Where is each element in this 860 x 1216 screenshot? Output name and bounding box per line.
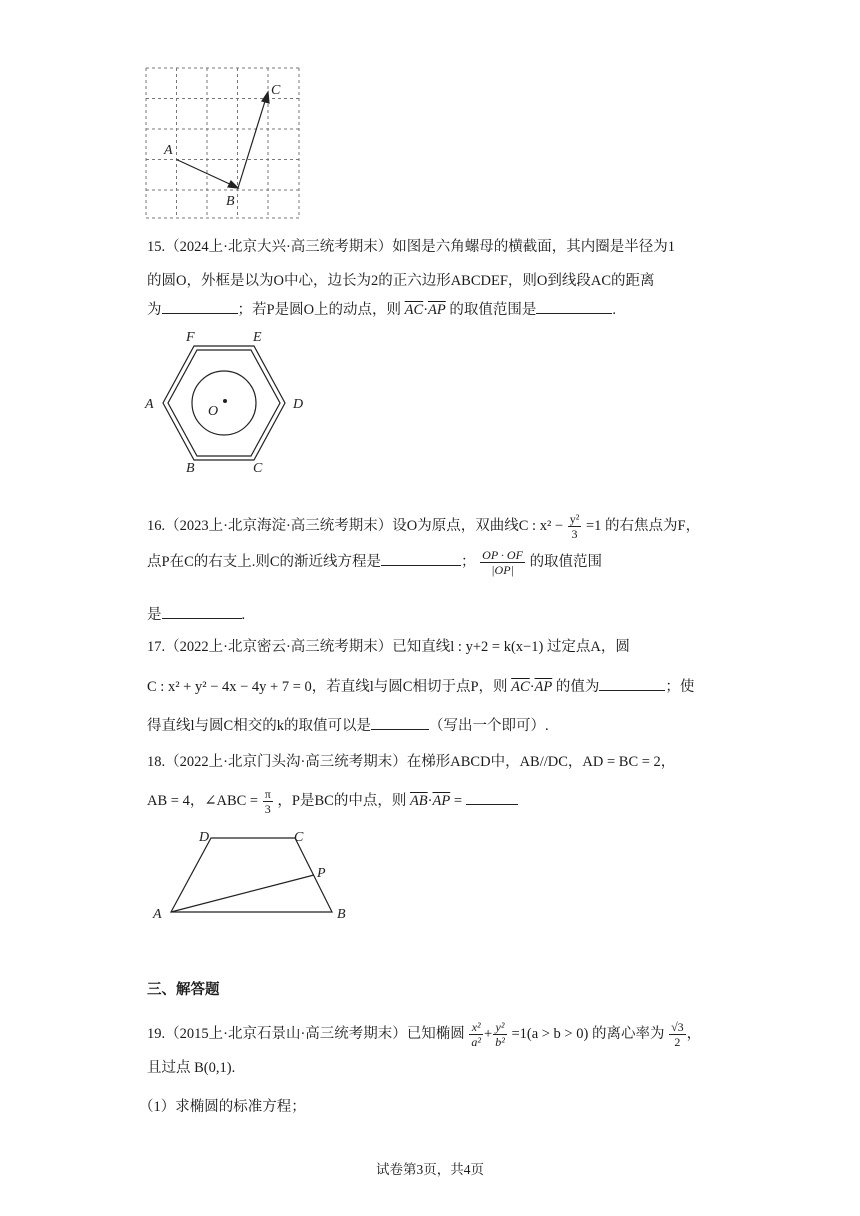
answer-blank [536,299,612,314]
q16-text: 是 [147,607,162,623]
page-footer: 试卷第3页，共4页 [376,1162,484,1177]
dot-operator: · [423,302,429,318]
point-c-label: C [294,830,304,845]
point-c-label: C [271,83,281,98]
point-o-label: O [208,404,219,419]
point-c-label: C [253,461,263,476]
frac-num: x² [469,1020,483,1035]
vector-ap: $\overline{AP}$ [428,302,446,318]
q16-text: =1 的右焦点为F， [585,517,701,534]
q17-line-2: C : x² + y² − 4x − 4y + 7 = 0，若直线l与圆C相切于点P，则 $\overline{AC}\cdot\overline{AP}$ 的值为 ；使 [147,676,694,697]
q19-line-1 [147,1020,701,1049]
plus-sign: + [484,1025,493,1042]
vector-ab: $\overline{AB}$ [409,792,428,809]
q15-line-2: 的圆O，外框是以为O中心，边长为2的正六边形ABCDEF，则O到线段AC的距离 [147,273,655,289]
fraction [669,1020,686,1049]
point-b-label: B [337,907,346,922]
ratio-fraction [480,548,525,577]
q18-text: ，P是BC的中点，则 [277,792,407,809]
q17-text: 的值为 [555,679,600,695]
q18-line-2: AB = 4，∠ABC = $\frac{\pi}{3}$ ，P是BC的中点，则 $\overline{AB}\cdot\overline{AP}$ = [147,787,518,816]
frac-den: 3 [264,802,271,816]
vector-ac: $\overline{AC}$ [404,302,424,318]
fraction [263,787,273,816]
q19-line-2: 且过点 B(0,1). [147,1060,236,1076]
q15-line-3 [147,299,616,320]
frac-num: y² [493,1020,507,1035]
point-d-label: D [199,830,210,845]
answer-blank [381,551,461,566]
q18-line-1: 18.（2022上·北京门头沟·高三统考期末）在梯形ABCD中，AB//DC，AD = BC = 2， [147,754,676,770]
frac-num: OP · OF [482,548,523,562]
point-a-label: A [145,397,154,412]
frac-den: 2 [674,1035,681,1049]
frac-den: a² [471,1035,482,1049]
vector-ap: $\overline{AP}$ [432,792,451,809]
point-f-label: F [186,330,195,345]
answer-blank [162,604,242,619]
q16-text: 16.（2023上·北京海淀·高三统考期末）设O为原点，双曲线C : x² − [147,517,564,534]
q16-text: 的取值范围 [529,553,603,570]
point-p-label: P [317,866,326,881]
q15-line-1: 15.（2024上·北京大兴·高三统考期末）如图是六角螺母的横截面，其内圈是半径为1 [147,239,676,255]
frac-num: √3 [671,1020,684,1034]
point-b-label: B [226,194,235,209]
vector-ap: $\overline{AP}$ [534,679,553,695]
q17-line-3 [147,715,549,736]
q18-text: = [453,792,463,809]
frac-num: π [264,787,271,801]
fraction [469,1020,483,1049]
point-d-label: D [293,397,304,412]
answer-blank [162,299,238,314]
q19-sub-1: （1）求椭圆的标准方程； [139,1099,306,1115]
q16-line-1 [147,512,700,541]
vector-grid-figure [140,60,310,225]
vector-ac: $\overline{AC}$ [511,679,530,695]
q15-text: 为 [147,302,162,318]
section-heading: 三、解答题 [147,982,220,998]
q17-text: ；使 [665,679,695,695]
q19-text: 19.（2015上·北京石景山·高三统考期末）已知椭圆 [147,1025,465,1042]
answer-blank [466,790,518,805]
q17-text: 得直线l与圆C相交的k的取值可以是 [147,718,371,734]
q16-text: 点P在C的右支上.则C的渐近线方程是 [147,553,382,570]
fraction [568,512,582,541]
period: . [612,302,617,318]
point-a-label: A [164,143,173,158]
answer-blank [371,715,429,730]
period: . [241,607,246,623]
answer-blank [599,676,665,691]
point-a-label: A [153,907,162,922]
q15-text: ；若P是圆O上的动点，则 [237,302,402,318]
frac-den: |OP| [491,563,514,577]
q18-text: AB = 4，∠ABC = [147,792,259,809]
q15-text: 的取值范围是 [449,302,537,318]
point-e-label: E [253,330,262,345]
q17-text: C : x² + y² − 4x − 4y + 7 = 0，若直线l与圆C相切于点P，则 [147,679,508,695]
frac-den: b² [495,1035,505,1049]
point-b-label: B [186,461,195,476]
trapezoid-figure [145,824,360,929]
q17-text: （写出一个即可）. [428,718,549,734]
q19-text: =1(a > b > 0) 的离心率为 [511,1025,665,1042]
q19-text: ， [686,1025,702,1042]
hexagon-nut-figure [140,326,315,476]
frac-den: 3 [571,527,578,541]
q16-line-3 [147,604,245,625]
q16-text: ； [461,553,476,570]
frac-num: y² [569,512,580,526]
q17-line-1: 17.（2022上·北京密云·高三统考期末）已知直线l : y+2 = k(x−1) 过定点A，圆 [147,639,630,655]
q16-line-2 [147,548,602,577]
fraction [493,1020,507,1049]
